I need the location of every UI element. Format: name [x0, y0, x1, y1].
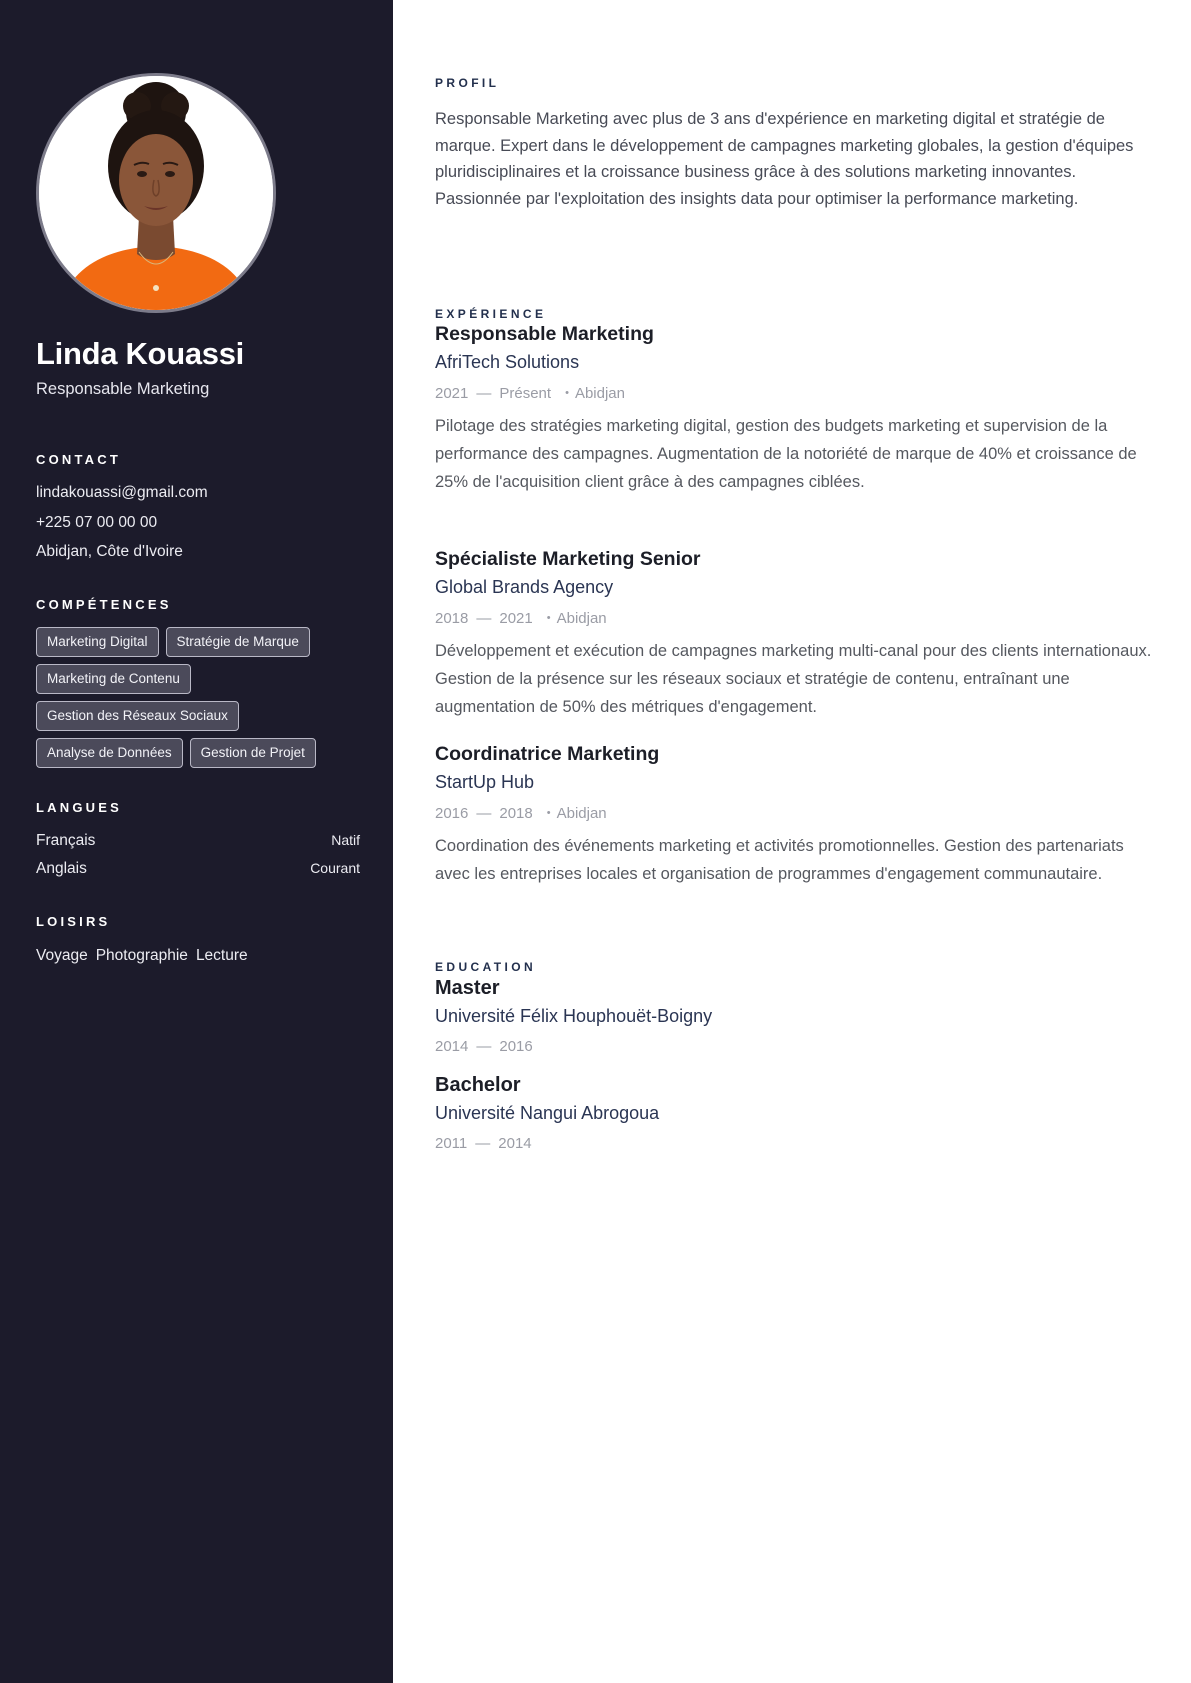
job-location: Abidjan: [556, 609, 607, 627]
contact-phone[interactable]: +225 07 00 00 00: [36, 514, 158, 531]
main-content: [393, 0, 1191, 1683]
job-company: AfriTech Solutions: [435, 352, 580, 372]
skill-row: [36, 664, 356, 694]
education-dates: [435, 1034, 1155, 1058]
contact-email[interactable]: lindakouassi@gmail.com: [36, 484, 208, 501]
languages-heading: LANGUES: [36, 800, 122, 815]
sidebar: [0, 0, 393, 1683]
job-description: Développement et exécution de campagnes marketing multi-canal pour des clients internationaux. Gestion de la présence sur les réseaux sociaux et stratégie de contenu, entraînant une augmentation de 50% des métriques d'engagement.: [435, 642, 1152, 716]
education-dates: [435, 1131, 1155, 1155]
education-degree: Bachelor: [435, 1074, 521, 1096]
skill-chip: Gestion de Projet: [190, 738, 316, 768]
job-title: Spécialiste Marketing Senior: [435, 548, 701, 570]
education-degree: Master: [435, 977, 500, 999]
person-role: Responsable Marketing: [36, 380, 210, 398]
job-entry: [435, 323, 1155, 496]
language-level: Courant: [310, 860, 360, 876]
education-start: 2011: [435, 1134, 468, 1152]
job-start: 2016: [435, 804, 469, 822]
job-location: Abidjan: [556, 804, 607, 822]
skill-chip: Marketing Digital: [36, 627, 159, 657]
hobbies-list: [36, 947, 248, 965]
profile-heading: PROFIL: [435, 76, 500, 90]
job-meta: [435, 605, 1155, 631]
skill-chip: Marketing de Contenu: [36, 664, 191, 694]
skill-row: [36, 738, 356, 768]
job-end: 2018: [499, 804, 533, 822]
job-company: StartUp Hub: [435, 772, 535, 792]
language-level: Natif: [331, 832, 360, 848]
skill-chip: Stratégie de Marque: [166, 627, 310, 657]
job-title: Responsable Marketing: [435, 323, 654, 345]
education-school: Université Nangui Abrogoua: [435, 1103, 660, 1123]
job-meta: [435, 800, 1155, 826]
date-separator: —: [475, 1134, 491, 1152]
education-heading: EDUCATION: [435, 960, 537, 974]
job-end: 2021: [499, 609, 533, 627]
skills-list: [36, 627, 356, 775]
job-start: 2021: [435, 384, 469, 402]
hobby-item: Photographie: [95, 947, 188, 964]
contact-location: Abidjan, Côte d'Ivoire: [36, 543, 183, 560]
job-description: Pilotage des stratégies marketing digital, gestion des budgets marketing et supervision de la performance des campagnes. Augmentation de la notoriété de marque de 40% et croissance de 25% de l'acquisition client grâce à des campagnes ciblées.: [435, 417, 1137, 491]
language-name: Français: [36, 832, 96, 849]
education-start: 2014: [435, 1037, 469, 1055]
education-school: Université Félix Houphouët-Boigny: [435, 1006, 713, 1026]
job-start: 2018: [435, 609, 469, 627]
date-separator: —: [476, 609, 492, 627]
experience-heading: EXPÉRIENCE: [435, 307, 547, 321]
job-meta: [435, 380, 1155, 406]
education-end: 2014: [498, 1134, 532, 1152]
job-title: Coordinatrice Marketing: [435, 743, 660, 765]
job-entry: [435, 743, 1155, 888]
job-entry: [435, 548, 1155, 721]
profile-summary: Responsable Marketing avec plus de 3 ans d'expérience en marketing digital et stratégie de marque. Expert dans le développement de campagnes marketing globales, la gestion d'équipes pluridisciplinaires et la croissance business grâce à des solutions marketing innovantes. Passionnée par l'exploitation des insights data pour optimiser la performance marketing.: [435, 110, 1134, 208]
date-separator: —: [476, 1037, 492, 1055]
person-name: Linda Kouassi: [36, 336, 244, 371]
education-entry: [435, 977, 1155, 1058]
date-separator: —: [476, 804, 492, 822]
bullet-dot: •: [546, 612, 551, 624]
hobbies-heading: LOISIRS: [36, 914, 111, 929]
hobby-item: Lecture: [195, 947, 248, 964]
skill-row: [36, 701, 356, 731]
profile-photo: [36, 73, 276, 313]
contact-heading: CONTACT: [36, 452, 121, 467]
skill-chip: Gestion des Réseaux Sociaux: [36, 701, 239, 731]
job-end: Présent: [499, 384, 552, 402]
hobby-item: Voyage: [36, 947, 88, 964]
job-location: Abidjan: [574, 384, 625, 402]
job-company: Global Brands Agency: [435, 577, 614, 597]
language-name: Anglais: [36, 860, 87, 877]
skill-chip: Analyse de Données: [36, 738, 183, 768]
job-description: Coordination des événements marketing et activités promotionnelles. Gestion des partenariats avec les entreprises locales et organisation de programmes d'engagement communautaire.: [435, 837, 1124, 883]
language-item: [36, 832, 360, 850]
portrait-image: [39, 76, 273, 310]
education-end: 2016: [499, 1037, 533, 1055]
bullet-dot: •: [565, 387, 569, 399]
education-entry: [435, 1074, 1155, 1155]
date-separator: —: [476, 384, 492, 402]
language-item: [36, 860, 360, 878]
skill-row: [36, 627, 356, 657]
bullet-dot: •: [546, 807, 551, 819]
skills-heading: COMPÉTENCES: [36, 597, 172, 612]
